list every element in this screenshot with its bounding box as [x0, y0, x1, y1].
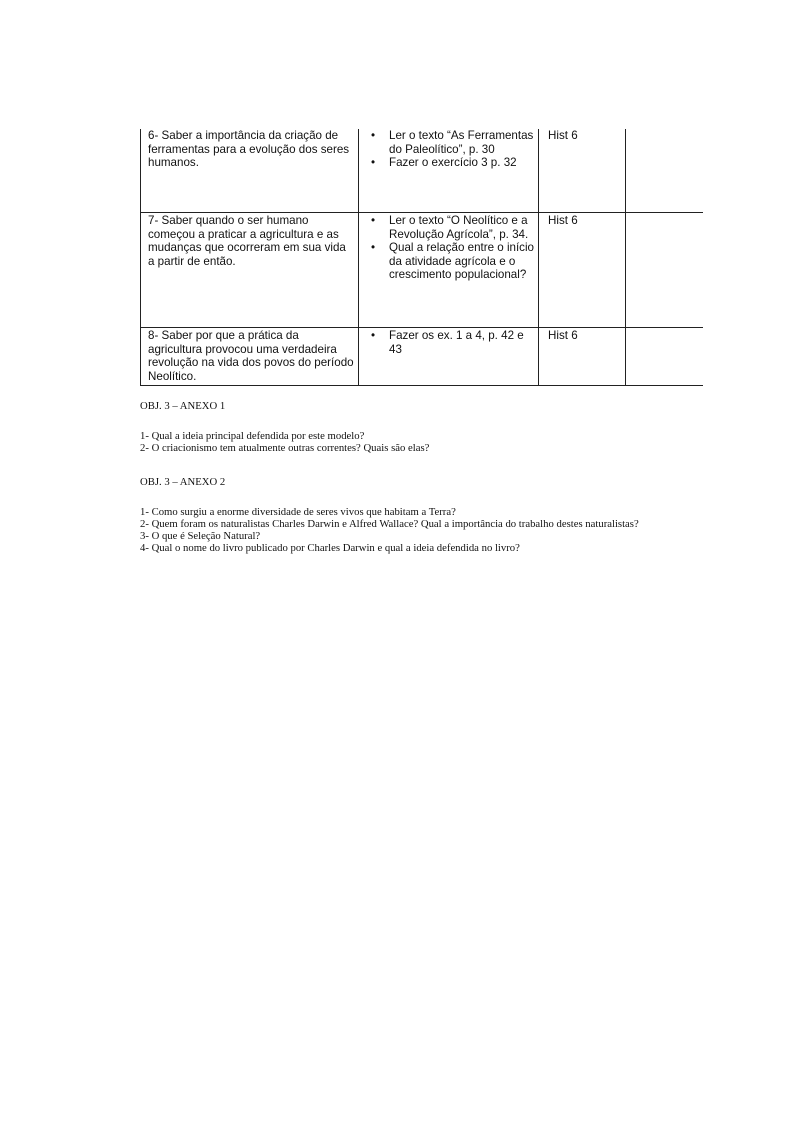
question-item: 1- Qual a ideia principal defendida por este modelo? — [140, 430, 365, 443]
list-item: • Fazer o exercício 3 p. 32 — [363, 156, 534, 170]
question-item: 3- O que é Seleção Natural? — [140, 530, 261, 543]
question-item: 4- Qual o nome do livro publicado por Charles Darwin e qual a ideia defendida no livro? — [140, 542, 520, 555]
annex-1 — [140, 400, 700, 455]
annex-1-title: OBJ. 3 – ANEXO 1 — [140, 400, 226, 412]
question-item: 1- Como surgiu a enorme diversidade de seres vivos que habitam a Terra? — [140, 505, 456, 518]
annex-2-title: OBJ. 3 – ANEXO 2 — [140, 475, 226, 488]
notes-cell — [625, 129, 703, 212]
activities-cell — [358, 213, 538, 327]
activities-list — [363, 214, 534, 282]
list-item: • Qual a relação entre o início da atividade agrícola e o crescimento populacional? — [363, 241, 534, 282]
question-item: 2- O criacionismo tem atualmente outras correntes? Quais são elas? — [140, 442, 430, 455]
source-cell: Hist 6 — [538, 213, 625, 327]
objective-cell: 7- Saber quando o ser humano começou a praticar a agricultura e as mudanças que ocorreram em sua vida a partir de então. — [140, 213, 358, 327]
objective-cell: 8- Saber por que a prática da agricultura provocou uma verdadeira revolução na vida dos povos do período Neolítico. — [140, 328, 358, 385]
source-cell: Hist 6 — [538, 129, 625, 212]
annex-section — [140, 400, 700, 576]
activities-cell — [358, 129, 538, 212]
question-item: 2- Quem foram os naturalistas Charles Darwin e Alfred Wallace? Qual a importância do trabalho destes naturalistas? — [140, 518, 639, 531]
annex-2 — [140, 476, 700, 555]
activities-cell — [358, 328, 538, 385]
activities-list — [363, 129, 534, 170]
notes-cell — [625, 213, 703, 327]
table-row — [140, 213, 703, 328]
table-row — [140, 328, 703, 386]
objectives-table — [140, 129, 703, 386]
objective-cell: 6- Saber a importância da criação de ferramentas para a evolução dos seres humanos. — [140, 129, 358, 212]
list-item: • Fazer os ex. 1 a 4, p. 42 e 43 — [363, 329, 534, 356]
list-item: • Ler o texto “O Neolítico e a Revolução Agrícola”, p. 34. — [363, 214, 534, 241]
notes-cell — [625, 328, 703, 385]
table-row — [140, 129, 703, 213]
list-item: • Ler o texto “As Ferramentas do Paleolítico”, p. 30 — [363, 129, 534, 156]
activities-list — [363, 329, 534, 356]
source-cell: Hist 6 — [538, 328, 625, 385]
